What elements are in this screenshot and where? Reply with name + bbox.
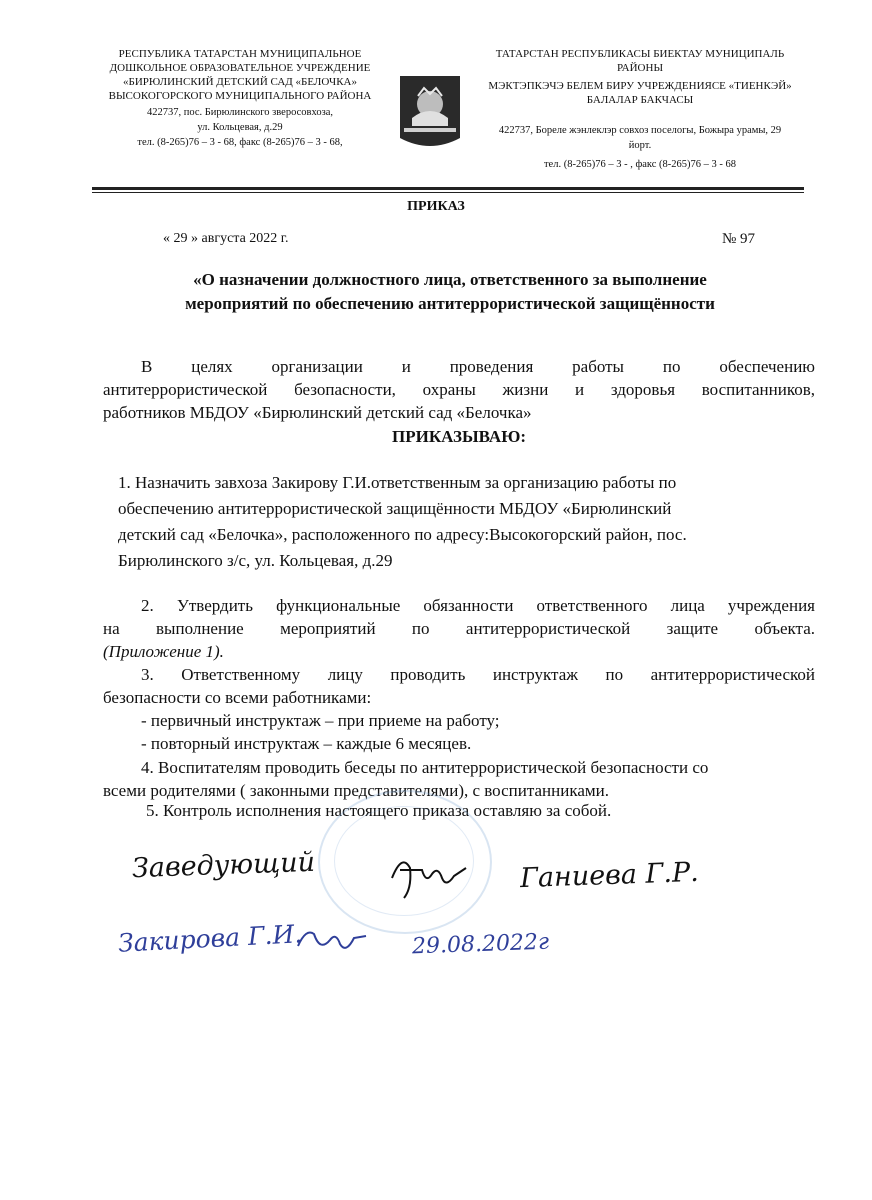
header-left-line: ВЫСОКОГОРСКОГО МУНИЦИПАЛЬНОГО РАЙОНА xyxy=(108,90,372,102)
handwritten-signature-icon xyxy=(382,848,472,908)
item-line: 2. Утвердить функциональные обязанности ответственного лица учреждения xyxy=(141,596,815,615)
header-right-address: 422737, Бореле жэнлеклэр совхоз поселогы, Божыра урамы, 29 xyxy=(498,125,782,136)
ack-name-signature: Закирова Г.И. xyxy=(117,919,303,958)
order-item-2 xyxy=(103,594,815,663)
order-item-3 xyxy=(103,663,815,755)
intro-line: антитеррористической безопасности, охраны жизни и здоровья воспитанников, xyxy=(103,380,815,399)
item-line: 1. Назначить завхоза Закирову Г.И.ответственным за организацию работы по xyxy=(118,473,677,492)
item-line: 4. Воспитателям проводить беседы по антитеррористической безопасности со xyxy=(141,758,709,777)
subject-line: мероприятий по обеспечению антитеррористической защищённости xyxy=(185,294,715,313)
document-subject xyxy=(110,268,790,316)
header-right-line: МЭКТЭПКЭЧЭ БЕЛЕМ БИРУ УЧРЕЖДЕНИЯСЕ «ТИЕНКЭЙ» xyxy=(488,80,792,92)
header-left-line: «БИРЮЛИНСКИЙ ДЕТСКИЙ САД «БЕЛОЧКА» xyxy=(123,76,357,88)
header-left xyxy=(95,47,385,150)
intro-paragraph xyxy=(103,355,815,424)
header-right-address: йорт. xyxy=(628,140,652,151)
document-date: « 29 » августа 2022 г. xyxy=(163,231,289,246)
item-line: безопасности со всеми работниками: xyxy=(103,688,372,707)
header-right-line: РАЙОНЫ xyxy=(616,62,664,74)
header-left-line: РЕСПУБЛИКА ТАТАРСТАН МУНИЦИПАЛЬНОЕ xyxy=(118,48,362,60)
header-divider-thin xyxy=(92,192,804,193)
item-line: на выполнение мероприятий по антитеррористической защите объекта. xyxy=(103,619,815,638)
document-title: ПРИКАЗ xyxy=(407,199,465,214)
header-right-line: ТАТАРСТАН РЕСПУБЛИКАСЫ БИЕКТАУ МУНИЦИПАЛЬ xyxy=(495,48,785,60)
item-line: - первичный инструктаж – при приеме на работу; xyxy=(141,711,500,730)
document-number: № 97 xyxy=(722,231,756,247)
intro-line: В целях организации и проведения работы по обеспечению xyxy=(141,357,815,376)
intro-line: работников МБДОУ «Бирюлинский детский сад «Белочка» xyxy=(103,403,532,422)
item-line: (Приложение 1). xyxy=(103,642,224,661)
header-divider-thick xyxy=(92,187,804,190)
subject-line: «О назначении должностного лица, ответственного за выполнение xyxy=(193,270,707,289)
ack-signature-icon xyxy=(290,918,370,968)
header-left-line: ДОШКОЛЬНОЕ ОБРАЗОВАТЕЛЬНОЕ УЧРЕЖДЕНИЕ xyxy=(109,62,371,74)
ack-date-signature: 29.08.2022г xyxy=(411,929,550,960)
item-line: обеспечению антитеррористической защищённости МБДОУ «Бирюлинский xyxy=(118,499,672,518)
header-left-address: ул. Кольцевая, д.29 xyxy=(197,122,283,133)
header-right-address: тел. (8-265)76 – 3 - , факс (8-265)76 – 3 - 68 xyxy=(543,159,737,170)
item-line: Бирюлинского з/с, ул. Кольцевая, д.29 xyxy=(118,551,393,570)
item-line: - повторный инструктаж – каждые 6 месяцев. xyxy=(141,734,472,753)
order-word: ПРИКАЗЫВАЮ: xyxy=(391,427,527,446)
item-line: детский сад «Белочка», расположенного по адресу:Высокогорский район, пос. xyxy=(118,525,687,544)
order-item-5: 5. Контроль исполнения настоящего приказа оставляю за собой. xyxy=(146,801,612,820)
header-left-address: 422737, пос. Бирюлинского зверосовхоза, xyxy=(146,107,334,118)
item-line: всеми родителями ( законными представителями), с воспитанниками. xyxy=(103,781,609,800)
head-position-signature: Заведующий xyxy=(131,846,316,885)
header-right xyxy=(470,47,810,172)
order-item-4 xyxy=(103,756,815,802)
item-line: 3. Ответственному лицу проводить инструктаж по антитеррористической xyxy=(141,665,815,684)
head-name-signature: Ганиева Г.Р. xyxy=(519,856,700,895)
header-right-line: БАЛАЛАР БАКЧАСЫ xyxy=(586,94,694,106)
order-item-1 xyxy=(118,470,808,574)
header-left-address: тел. (8-265)76 – 3 - 68, факс (8-265)76 – 3 - 68, xyxy=(137,137,343,148)
coat-of-arms-icon xyxy=(398,74,462,150)
